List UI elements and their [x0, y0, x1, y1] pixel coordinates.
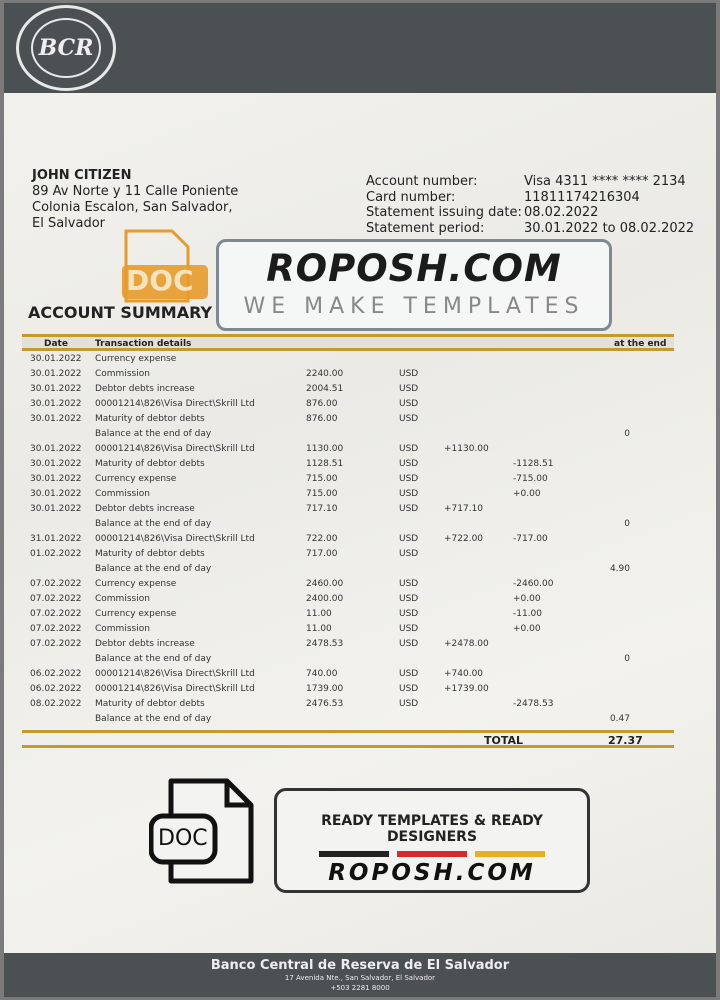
cell-details: 00001214\826\Visa Direct\Skrill Ltd — [95, 444, 255, 454]
cell-details: Currency expense — [95, 474, 177, 484]
cell-date: 07.02.2022 — [30, 609, 82, 619]
cell-details: Commission — [95, 594, 150, 604]
cell-credit: +2478.00 — [444, 639, 489, 649]
footer-phone: +503 2281 8000 — [330, 984, 390, 992]
cell-credit: +740.00 — [444, 669, 484, 679]
cell-currency: USD — [399, 369, 419, 379]
cell-date: 30.01.2022 — [30, 354, 82, 364]
table-row — [4, 444, 716, 458]
cell-date: 07.02.2022 — [30, 579, 82, 589]
cell-date: 30.01.2022 — [30, 444, 82, 454]
cell-currency: USD — [399, 594, 419, 604]
cell-details: Balance at the end of day — [95, 519, 212, 529]
table-row — [4, 474, 716, 488]
cell-details: Currency expense — [95, 579, 177, 589]
cell-amount: 715.00 — [306, 474, 338, 484]
cell-debit: -717.00 — [513, 534, 548, 544]
header-details: Transaction details — [95, 339, 192, 349]
cell-debit: -11.00 — [513, 609, 543, 619]
cell-details: Maturity of debtor debts — [95, 414, 205, 424]
table-row — [4, 369, 716, 383]
info-value: 11811174216304 — [524, 189, 640, 205]
cell-details: Debtor debts increase — [95, 504, 195, 514]
cell-currency: USD — [399, 414, 419, 424]
cell-details: Maturity of debtor debts — [95, 459, 205, 469]
customer-name: JOHN CITIZEN — [32, 168, 132, 183]
doc-file-icon — [122, 229, 208, 303]
cell-debit: +0.00 — [513, 624, 541, 634]
table-row — [4, 534, 716, 548]
table-row — [4, 354, 716, 368]
cell-currency: USD — [399, 534, 419, 544]
cell-details: Currency expense — [95, 609, 177, 619]
cell-amount: 740.00 — [306, 669, 338, 679]
table-row — [4, 714, 716, 728]
color-bars — [277, 851, 587, 857]
cell-date: 30.01.2022 — [30, 384, 82, 394]
table-row — [4, 579, 716, 593]
cell-balance: 0 — [624, 519, 630, 529]
cell-amount: 2476.53 — [306, 699, 344, 709]
table-row — [4, 489, 716, 503]
cell-amount: 715.00 — [306, 489, 338, 499]
address-line: 89 Av Norte y 11 Calle Poniente — [32, 184, 239, 199]
cell-currency: USD — [399, 504, 419, 514]
cell-details: 00001214\826\Visa Direct\Skrill Ltd — [95, 669, 255, 679]
table-row — [4, 399, 716, 413]
table-row — [4, 429, 716, 443]
cell-balance: 0.47 — [609, 714, 630, 724]
table-row — [4, 639, 716, 653]
cell-date: 30.01.2022 — [30, 369, 82, 379]
cell-currency: USD — [399, 384, 419, 394]
bank-logo: BCR — [16, 5, 116, 91]
cell-credit: +722.00 — [444, 534, 484, 544]
cell-details: Balance at the end of day — [95, 564, 212, 574]
cell-amount: 876.00 — [306, 414, 338, 424]
cell-date: 06.02.2022 — [30, 669, 82, 679]
table-row — [4, 504, 716, 518]
cell-currency: USD — [399, 474, 419, 484]
cell-debit: -2478.53 — [513, 699, 554, 709]
cell-currency: USD — [399, 549, 419, 559]
address-line: Colonia Escalon, San Salvador, — [32, 200, 233, 215]
header-bar — [4, 3, 716, 93]
cell-details: Maturity of debtor debts — [95, 699, 205, 709]
promo-tagline: READY TEMPLATES & READY DESIGNERS — [321, 813, 543, 845]
cell-currency: USD — [399, 489, 419, 499]
header-balance: at the end — [614, 339, 667, 349]
cell-date: 06.02.2022 — [30, 684, 82, 694]
header-date: Date — [44, 339, 68, 349]
doc-icon-label: DOC — [158, 826, 208, 851]
cell-amount: 11.00 — [306, 624, 332, 634]
cell-amount: 717.10 — [306, 504, 338, 514]
cell-currency: USD — [399, 579, 419, 589]
cell-date: 31.01.2022 — [30, 534, 82, 544]
cell-currency: USD — [399, 669, 419, 679]
cell-debit: +0.00 — [513, 489, 541, 499]
cell-details: Commission — [95, 489, 150, 499]
account-info — [366, 174, 694, 236]
cell-amount: 722.00 — [306, 534, 338, 544]
cell-date: 30.01.2022 — [30, 489, 82, 499]
cell-details: Commission — [95, 369, 150, 379]
cell-details: Commission — [95, 624, 150, 634]
doc-badge-label: DOC — [126, 264, 194, 297]
cell-details: Debtor debts increase — [95, 384, 195, 394]
info-label: Statement issuing date: — [366, 205, 522, 220]
cell-debit: -2460.00 — [513, 579, 554, 589]
table-row — [4, 384, 716, 398]
cell-balance: 0 — [624, 429, 630, 439]
customer-block — [32, 168, 238, 232]
table-row — [4, 549, 716, 563]
table-row — [4, 654, 716, 668]
watermark-overlay — [216, 239, 612, 331]
promo-box — [274, 788, 590, 893]
cell-currency: USD — [399, 399, 419, 409]
cell-date: 30.01.2022 — [30, 504, 82, 514]
cell-date: 08.02.2022 — [30, 699, 82, 709]
cell-balance: 4.90 — [609, 564, 630, 574]
watermark-subtitle: WE MAKE TEMPLATES — [243, 294, 585, 319]
cell-debit: -1128.51 — [513, 459, 554, 469]
cell-details: Maturity of debtor debts — [95, 549, 205, 559]
cell-date: 30.01.2022 — [30, 414, 82, 424]
promo-brand: ROPOSH.COM — [328, 860, 536, 886]
cell-date: 07.02.2022 — [30, 594, 82, 604]
info-label: Statement period: — [366, 220, 485, 236]
cell-details: Debtor debts increase — [95, 639, 195, 649]
footer-bank-name: Banco Central de Reserva de El Salvador — [210, 958, 510, 973]
watermark-title: ROPOSH.COM — [266, 247, 562, 290]
cell-currency: USD — [399, 459, 419, 469]
cell-date: 01.02.2022 — [30, 549, 82, 559]
doc-file-icon — [149, 778, 254, 884]
cell-details: Balance at the end of day — [95, 714, 212, 724]
cell-balance: 0 — [624, 654, 630, 664]
cell-amount: 2004.51 — [306, 384, 344, 394]
cell-credit: +717.10 — [444, 504, 484, 514]
info-label: Account number: — [366, 174, 478, 189]
table-row — [4, 459, 716, 473]
cell-currency: USD — [399, 639, 419, 649]
total-value: 27.37 — [608, 734, 643, 747]
cell-amount: 2240.00 — [306, 369, 344, 379]
footer-address: 17 Avenida Nte., San Salvador, El Salvador — [284, 974, 436, 982]
cell-amount: 1128.51 — [306, 459, 344, 469]
cell-currency: USD — [399, 699, 419, 709]
cell-currency: USD — [399, 609, 419, 619]
table-row — [4, 669, 716, 683]
cell-date: 30.01.2022 — [30, 399, 82, 409]
cell-details: 00001214\826\Visa Direct\Skrill Ltd — [95, 684, 255, 694]
cell-amount: 876.00 — [306, 399, 338, 409]
table-row — [4, 594, 716, 608]
cell-details: Balance at the end of day — [95, 429, 212, 439]
cell-amount: 2460.00 — [306, 579, 344, 589]
cell-amount: 717.00 — [306, 549, 338, 559]
cell-amount: 11.00 — [306, 609, 332, 619]
table-row — [4, 564, 716, 578]
cell-details: 00001214\826\Visa Direct\Skrill Ltd — [95, 399, 255, 409]
statement-page — [4, 3, 716, 997]
cell-details: Currency expense — [95, 354, 177, 364]
total-label: TOTAL — [484, 734, 524, 747]
cell-details: Balance at the end of day — [95, 654, 212, 664]
table-header — [22, 334, 674, 351]
cell-debit: -715.00 — [513, 474, 548, 484]
info-label: Card number: — [366, 189, 456, 205]
table-row — [4, 684, 716, 698]
footer — [4, 953, 716, 997]
table-row — [4, 624, 716, 638]
section-title: ACCOUNT SUMMARY — [28, 303, 213, 322]
cell-amount: 1130.00 — [306, 444, 344, 454]
total-row — [22, 730, 674, 748]
cell-credit: +1739.00 — [444, 684, 489, 694]
table-row — [4, 519, 716, 533]
cell-amount: 2478.53 — [306, 639, 344, 649]
cell-date: 30.01.2022 — [30, 459, 82, 469]
cell-debit: +0.00 — [513, 594, 541, 604]
cell-details: 00001214\826\Visa Direct\Skrill Ltd — [95, 534, 255, 544]
info-value: 08.02.2022 — [524, 205, 599, 220]
cell-currency: USD — [399, 624, 419, 634]
info-value: 30.01.2022 to 08.02.2022 — [524, 220, 695, 236]
info-value: Visa 4311 **** **** 2134 — [524, 174, 686, 189]
cell-currency: USD — [399, 684, 419, 694]
cell-date: 07.02.2022 — [30, 624, 82, 634]
cell-amount: 2400.00 — [306, 594, 344, 604]
cell-date: 07.02.2022 — [30, 639, 82, 649]
cell-currency: USD — [399, 444, 419, 454]
address-line: El Salvador — [32, 216, 105, 231]
cell-credit: +1130.00 — [444, 444, 489, 454]
cell-date: 30.01.2022 — [30, 474, 82, 484]
table-row — [4, 609, 716, 623]
table-row — [4, 414, 716, 428]
cell-amount: 1739.00 — [306, 684, 344, 694]
table-row — [4, 699, 716, 713]
